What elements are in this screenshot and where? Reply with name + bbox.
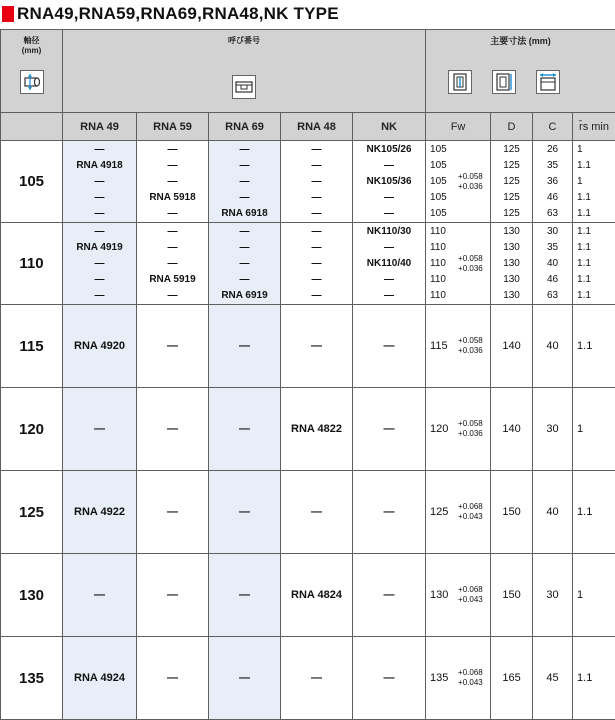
- designation-value-nk: —: [353, 554, 426, 637]
- d-cell-lines: [491, 142, 532, 222]
- designation-value: —: [167, 289, 178, 301]
- fw-tolerance: [458, 254, 483, 274]
- designation-value-rna69: —: [209, 554, 281, 637]
- designation-value: —: [94, 289, 105, 301]
- fw-cell: [426, 223, 491, 305]
- designation-value: —: [94, 273, 105, 285]
- c-cell-lines: [533, 142, 572, 222]
- d-value: 130: [503, 273, 520, 285]
- rs-value: 1.1: [577, 273, 591, 285]
- designation-value: —: [94, 257, 105, 269]
- designation-value: —: [239, 241, 250, 253]
- rs-value: 1: [573, 554, 615, 637]
- fw-tolerance-upper: +0.068: [458, 502, 483, 511]
- designation-value: —: [239, 143, 250, 155]
- designation-value: —: [167, 225, 178, 237]
- rs-value: 1.1: [573, 637, 615, 720]
- rs-value: 1.1: [577, 289, 591, 301]
- designation-value: —: [311, 175, 322, 187]
- d-value: 125: [503, 143, 520, 155]
- designation-cell-rna48: [281, 141, 353, 223]
- fw-tolerance-upper: +0.058: [458, 253, 483, 263]
- c-value: 26: [546, 143, 559, 155]
- shaft-diameter-cell: 135: [1, 637, 63, 720]
- table-row: [1, 471, 615, 554]
- col-header-fw: Fw: [426, 113, 491, 141]
- d-value: 150: [491, 471, 533, 554]
- table-row: [1, 637, 615, 720]
- designation-value-rna49: —: [63, 554, 137, 637]
- page-title-bar: [0, 0, 615, 28]
- designation-value-rna69: —: [209, 305, 281, 388]
- rs-value: 1.1: [577, 191, 591, 203]
- designation-value: —: [167, 207, 178, 219]
- designation-value: —: [311, 143, 322, 155]
- designation-value: —: [167, 241, 178, 253]
- table-row: [1, 141, 615, 223]
- c-value: 46: [546, 191, 559, 203]
- d-value: 140: [491, 388, 533, 471]
- rs-value: 1.1: [577, 241, 591, 253]
- fw-tolerance-upper: +0.068: [458, 585, 483, 594]
- fw-value: 105: [430, 191, 447, 203]
- fw-tolerance-lower: +0.036: [458, 429, 483, 438]
- rs-value: 1.1: [577, 159, 591, 171]
- table-row: [1, 388, 615, 471]
- d-cell: [491, 141, 533, 223]
- fw-cell: [426, 141, 491, 223]
- d-value: 125: [503, 159, 520, 171]
- col-header-rna69: RNA 69: [209, 113, 281, 141]
- fw-value: 110: [430, 257, 446, 269]
- c-value: 40: [533, 471, 573, 554]
- fw-value: 115: [430, 340, 448, 352]
- rs-cell: [573, 141, 615, 223]
- designation-value: RNA 5919: [149, 273, 196, 285]
- shaft-dia-unit: (mm): [21, 46, 42, 55]
- designation-lines: [63, 224, 136, 304]
- fw-value: 135: [430, 672, 449, 684]
- designation-value: —: [94, 175, 105, 187]
- designation-value-rna59: —: [137, 388, 209, 471]
- shaft-diameter-cell: 125: [1, 471, 63, 554]
- designation-value: RNA 6919: [221, 289, 268, 301]
- designation-value-rna48: —: [281, 471, 353, 554]
- rs-value: 1.1: [573, 471, 615, 554]
- designation-cell-rna59: [137, 223, 209, 305]
- fw-value: 110: [430, 273, 446, 285]
- fw-value: 105: [430, 207, 447, 219]
- c-dimension-icon: [536, 70, 560, 94]
- col-header-d: D: [491, 113, 533, 141]
- fw-tolerance-upper: +0.058: [458, 171, 483, 181]
- fw-tolerance: [458, 585, 483, 605]
- shaft-diameter-cell: 110: [1, 223, 63, 305]
- rs-value: 1.1: [577, 257, 591, 269]
- designation-value: RNA 4919: [76, 241, 123, 253]
- designation-value-rna48: RNA 4824: [281, 554, 353, 637]
- designation-value: —: [94, 225, 105, 237]
- fw-tolerance-lower: +0.043: [458, 678, 483, 687]
- shaft-icon: [20, 70, 44, 94]
- fw-value: 105: [430, 175, 447, 187]
- designation-cell-rna49: [63, 223, 137, 305]
- c-value: 45: [533, 637, 573, 720]
- col-header-rna49: RNA 49: [63, 113, 137, 141]
- col-header-rs: r̄s min: [573, 113, 615, 141]
- fw-tolerance: [458, 668, 483, 688]
- designation-value: RNA 5918: [149, 191, 196, 203]
- rs-value: 1.1: [577, 225, 591, 237]
- shaft-diameter-cell: 105: [1, 141, 63, 223]
- designation-value-rna49: —: [63, 388, 137, 471]
- designation-lines: [353, 224, 425, 304]
- designation-cell-rna48: [281, 223, 353, 305]
- designation-lines: [281, 142, 352, 222]
- d-value: 125: [503, 207, 520, 219]
- d-value: 165: [491, 637, 533, 720]
- designation-value: —: [311, 225, 322, 237]
- c-value: 46: [546, 273, 559, 285]
- d-value: 130: [503, 289, 520, 301]
- designation-lines: [63, 142, 136, 222]
- designation-value: —: [167, 175, 178, 187]
- fw-value: 120: [430, 423, 449, 435]
- d-value: 125: [503, 175, 520, 187]
- rs-value: 1: [577, 175, 583, 187]
- fw-cell: [426, 388, 491, 471]
- designation-lines: [137, 224, 208, 304]
- fw-lines: [426, 142, 490, 222]
- fw-tolerance-lower: +0.043: [458, 595, 483, 604]
- rs-cell: [573, 223, 615, 305]
- designation-value: —: [239, 225, 250, 237]
- designation-value: —: [239, 191, 250, 203]
- designation-cell-rna49: [63, 141, 137, 223]
- rs-value: 1: [573, 388, 615, 471]
- designation-value-nk: —: [353, 471, 426, 554]
- shaft-dia-header: [1, 30, 63, 113]
- fw-tolerance-lower: +0.036: [458, 263, 483, 273]
- designation-value-rna49: RNA 4924: [63, 637, 137, 720]
- fw-tolerance: [458, 502, 483, 522]
- c-value: 35: [546, 241, 559, 253]
- d-value: 130: [503, 225, 520, 237]
- designation-value-nk: —: [353, 637, 426, 720]
- d-dimension-icon: [492, 70, 516, 94]
- designation-value: —: [167, 143, 178, 155]
- rs-value: 1.1: [577, 207, 591, 219]
- designation-cell-rna69: [209, 223, 281, 305]
- fw-tolerance-upper: +0.058: [458, 336, 483, 345]
- designation-value: —: [94, 143, 105, 155]
- designation-value-rna49: RNA 4922: [63, 471, 137, 554]
- designation-value-nk: —: [353, 388, 426, 471]
- col-header-shaft-empty: [1, 113, 63, 141]
- fw-tolerance: [458, 336, 483, 356]
- spec-table-body: [1, 141, 615, 720]
- designation-value: —: [94, 191, 105, 203]
- spec-table: [0, 29, 615, 720]
- rs-cell-lines: [573, 224, 615, 304]
- designation-value: —: [311, 257, 322, 269]
- designation-value: NK110/30: [366, 225, 412, 237]
- fw-value: 105: [430, 143, 447, 155]
- page-title: RNA49,RNA59,RNA69,RNA48,NK TYPE: [17, 4, 339, 23]
- designation-value-rna48: —: [281, 637, 353, 720]
- designation-value-rna59: —: [137, 471, 209, 554]
- designation-value: NK105/26: [366, 143, 412, 155]
- designation-value-rna69: —: [209, 637, 281, 720]
- c-value: 40: [533, 305, 573, 388]
- d-value: 130: [503, 257, 520, 269]
- shaft-diameter-cell: 120: [1, 388, 63, 471]
- designation-value-rna59: —: [137, 305, 209, 388]
- fw-value: 105: [430, 159, 447, 171]
- bearing-icon: [232, 75, 256, 99]
- designation-cell-nk: [353, 141, 426, 223]
- designation-value: —: [384, 241, 395, 253]
- designation-value: —: [311, 191, 322, 203]
- c-value: 63: [546, 289, 559, 301]
- designation-lines: [209, 142, 280, 222]
- fw-value: 110: [430, 241, 446, 253]
- fw-cell: [426, 637, 491, 720]
- fw-value: 110: [430, 289, 446, 301]
- col-header-nk: NK: [353, 113, 426, 141]
- c-value: 36: [546, 175, 559, 187]
- designation-value-rna59: —: [137, 554, 209, 637]
- c-cell-lines: [533, 224, 572, 304]
- designation-value-nk: —: [353, 305, 426, 388]
- fw-cell: [426, 305, 491, 388]
- designation-value: —: [94, 207, 105, 219]
- fw-tolerance-lower: +0.036: [458, 181, 483, 191]
- fw-dimension-icon: [448, 70, 472, 94]
- designation-value: —: [384, 273, 395, 285]
- table-row: [1, 554, 615, 637]
- d-cell-lines: [491, 224, 532, 304]
- designation-value: —: [239, 273, 250, 285]
- fw-cell: [426, 471, 491, 554]
- rs-value: 1.1: [573, 305, 615, 388]
- designation-value-rna48: RNA 4822: [281, 388, 353, 471]
- fw-value: 110: [430, 225, 446, 237]
- designation-value: —: [311, 241, 322, 253]
- c-cell: [533, 223, 573, 305]
- col-header-rna48: RNA 48: [281, 113, 353, 141]
- d-value: 150: [491, 554, 533, 637]
- designation-header: [63, 30, 426, 113]
- c-value: 35: [546, 159, 559, 171]
- designation-value: —: [311, 159, 322, 171]
- designation-value: NK105/36: [366, 175, 412, 187]
- designation-value: —: [384, 289, 395, 301]
- table-row: [1, 305, 615, 388]
- designation-lines: [281, 224, 352, 304]
- main-dims-label: 主要寸法 (mm): [490, 36, 551, 46]
- fw-value: 130: [430, 589, 449, 601]
- rs-cell-lines: [573, 142, 615, 222]
- table-row: [1, 223, 615, 305]
- designation-value-rna69: —: [209, 388, 281, 471]
- c-cell: [533, 141, 573, 223]
- shaft-dia-label: 軸径: [23, 36, 40, 45]
- designation-value: —: [167, 257, 178, 269]
- designation-value: —: [311, 207, 322, 219]
- designation-lines: [353, 142, 425, 222]
- designation-value: —: [311, 289, 322, 301]
- designation-value: —: [239, 159, 250, 171]
- designation-value: RNA 4918: [76, 159, 123, 171]
- rs-value: 1: [577, 143, 583, 155]
- designation-value: —: [384, 191, 395, 203]
- d-value: 125: [503, 191, 520, 203]
- fw-cell: [426, 554, 491, 637]
- c-value: 30: [546, 225, 559, 237]
- designation-cell-nk: [353, 223, 426, 305]
- c-value: 30: [533, 554, 573, 637]
- main-dims-header: [426, 30, 615, 113]
- designation-value: —: [239, 175, 250, 187]
- col-header-c: C: [533, 113, 573, 141]
- designation-value: NK110/40: [366, 257, 412, 269]
- fw-tolerance-lower: +0.036: [458, 346, 483, 355]
- d-value: 140: [491, 305, 533, 388]
- designation-value: —: [167, 159, 178, 171]
- designation-lines: [137, 142, 208, 222]
- designation-value: —: [239, 257, 250, 269]
- c-value: 30: [533, 388, 573, 471]
- fw-lines: [426, 224, 490, 304]
- designation-cell-rna69: [209, 141, 281, 223]
- fw-value: 125: [430, 506, 449, 518]
- d-value: 130: [503, 241, 520, 253]
- d-cell: [491, 223, 533, 305]
- fw-tolerance: [458, 419, 483, 439]
- designation-value: —: [311, 273, 322, 285]
- designation-value: —: [384, 207, 395, 219]
- designation-value: —: [384, 159, 395, 171]
- fw-tolerance-lower: +0.043: [458, 512, 483, 521]
- designation-label: 呼び番号: [228, 36, 261, 45]
- c-value: 63: [546, 207, 559, 219]
- designation-value: RNA 6918: [221, 207, 268, 219]
- red-square-marker: [2, 6, 14, 22]
- shaft-diameter-cell: 115: [1, 305, 63, 388]
- fw-tolerance-upper: +0.068: [458, 668, 483, 677]
- designation-value-rna59: —: [137, 637, 209, 720]
- designation-value-rna49: RNA 4920: [63, 305, 137, 388]
- shaft-diameter-cell: 130: [1, 554, 63, 637]
- designation-lines: [209, 224, 280, 304]
- designation-value-rna48: —: [281, 305, 353, 388]
- designation-cell-rna59: [137, 141, 209, 223]
- col-header-rna59: RNA 59: [137, 113, 209, 141]
- fw-tolerance-upper: +0.058: [458, 419, 483, 428]
- designation-value-rna69: —: [209, 471, 281, 554]
- c-value: 40: [546, 257, 559, 269]
- fw-tolerance: [458, 172, 483, 192]
